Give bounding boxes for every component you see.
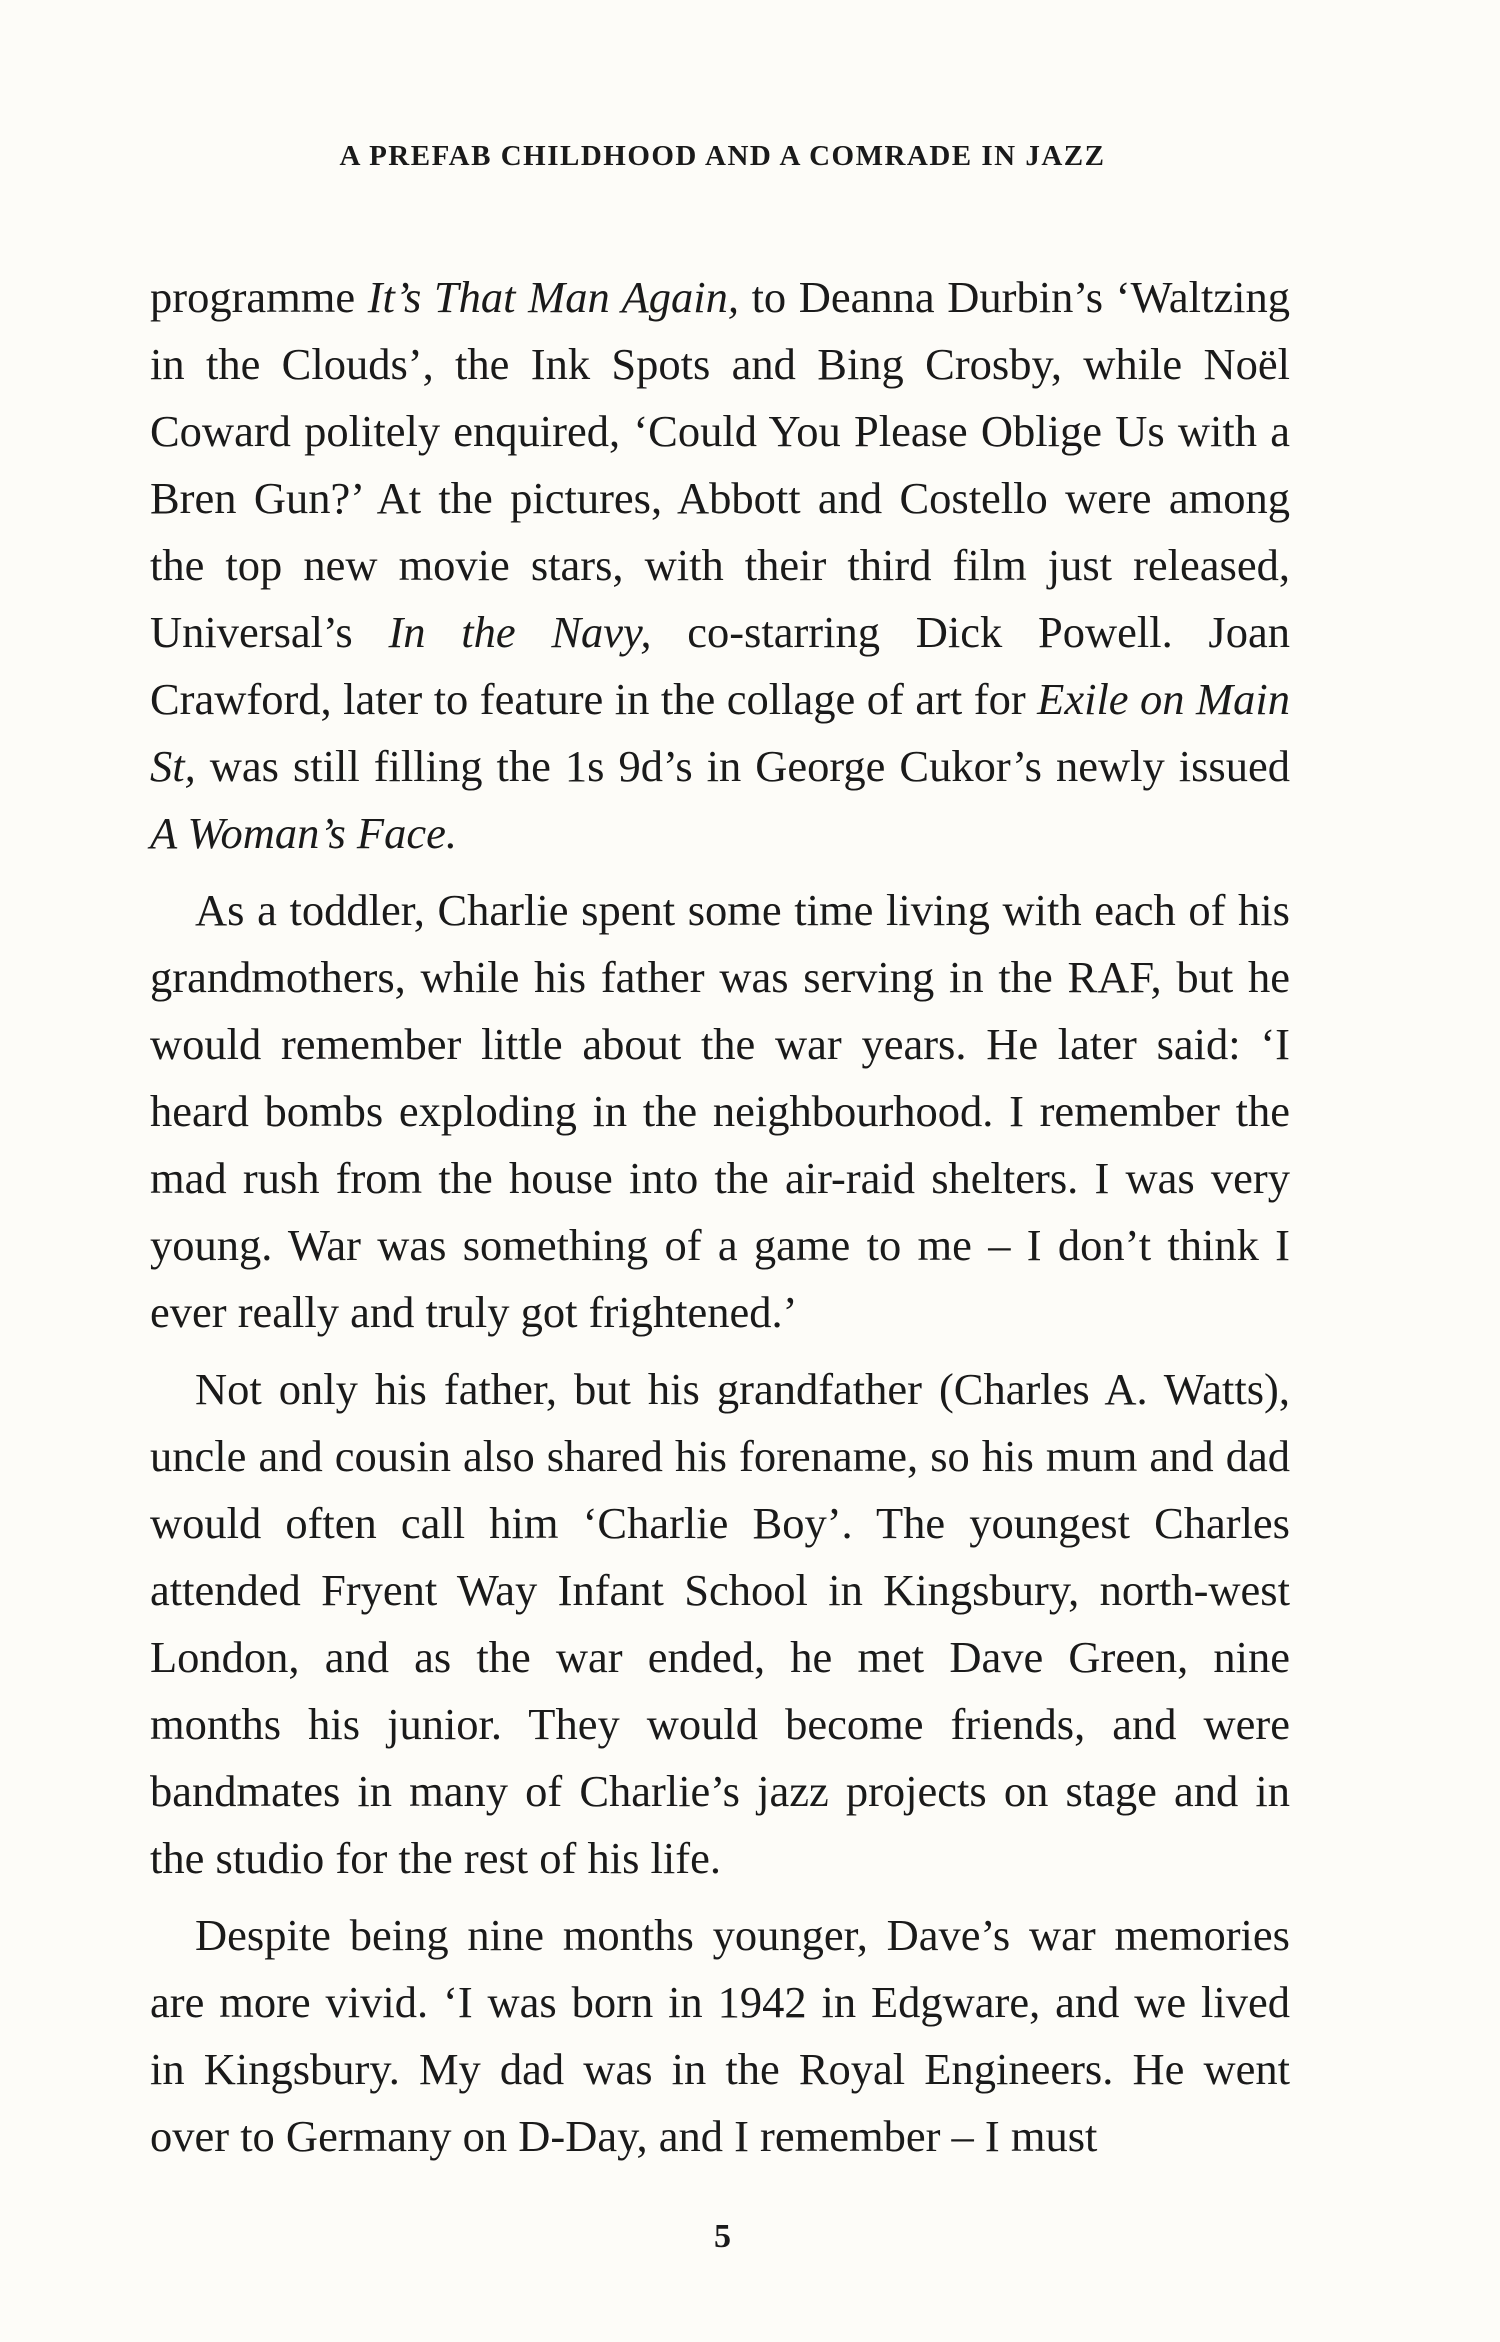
running-head: A PREFAB CHILDHOOD AND A COMRADE IN JAZZ [339, 140, 1106, 172]
page-number: 5 [714, 2218, 731, 2255]
paragraph-1-segment-5: co-starring Dick Powell. Joan Crawford, later to feature in the collage of art for [150, 607, 1291, 724]
paragraph-1-segment-3: to Deanna Durbin’s ‘Waltzing in the Clouds’, the Ink Spots and Bing Crosby, while Noël Coward politely enquired, ‘Could You Please Oblige Us with a Bren Gun?’ At the pictures, Abbott and Costello were among the top new movie stars, with their third film just released, Universal’s [150, 272, 1290, 657]
radio-programme-title: It’s That Man Again, [367, 272, 739, 322]
paragraph-3: Not only his father, but his grandfather (Charles A. Watts), uncle and cousin also shared his forename, so his mum and dad would often call him ‘Charlie Boy’. The youngest Charles attended Fryent Way Infant School in Kingsbury, north-west London, and as the war ended, he met Dave Green, nine months his junior. They would become friends, and were bandmates in many of Charlie’s jazz projects on stage and in the studio for the rest of his life. [150, 1364, 1290, 1883]
paragraph-1-segment-7: was still filling the 1s 9d’s in George Cukor’s newly issued [195, 741, 1290, 791]
paragraph-2: As a toddler, Charlie spent some time living with each of his grandmothers, while his father was serving in the RAF, but he would remember little about the war years. He later said: ‘I heard bombs exploding in the neighbourhood. I remember the mad rush from the house into the air-raid shelters. I was very young. War was something of a game to me – I don’t think I ever really and truly got frightened.’ [150, 885, 1290, 1337]
paragraph-4: Despite being nine months younger, Dave’s war memories are more vivid. ‘I was born in 1942 in Edgware, and we lived in Kingsbury. My dad was in the Royal Engineers. He went over to Germany on D-Day, and I remember – I must [150, 1910, 1290, 2161]
paragraph-1-segment-1: programme [150, 272, 368, 322]
album-title-exile-on-main-st: Exile on Main St, [150, 674, 1290, 791]
film-title-in-the-navy: In the Navy, [388, 607, 652, 657]
body-text [150, 264, 1290, 2170]
film-title-a-womans-face: A Woman’s Face. [150, 808, 457, 858]
paragraph-1 [150, 264, 1290, 867]
